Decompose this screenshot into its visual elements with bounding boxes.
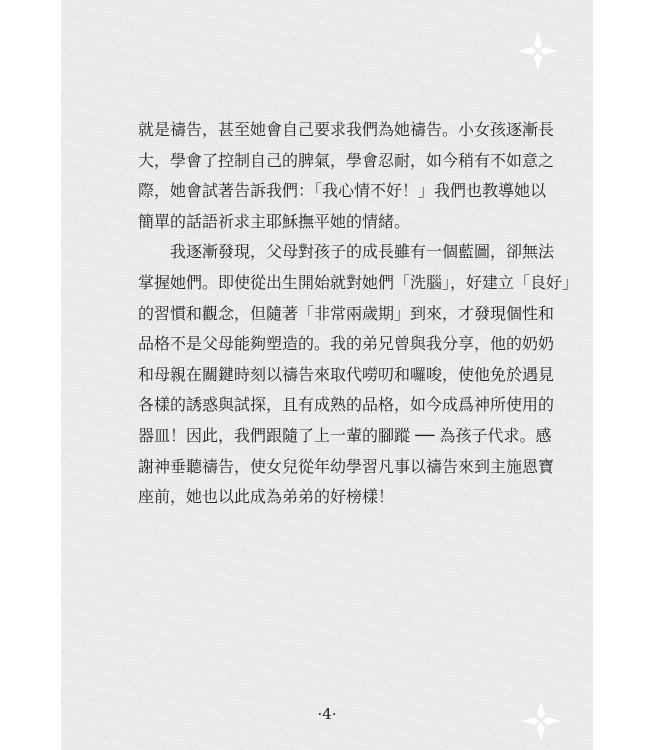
text-line: 大，學會了控制自己的脾氣，學會忍耐，如今稍有不如意之 — [138, 150, 555, 170]
text-line: 掌握她們。即使從出生開始就對她們「洗腦」，好建立「良好」 — [138, 272, 579, 292]
text-line: 簡單的話語祈求主耶穌撫平她的情緒。 — [138, 211, 411, 231]
book-page — [61, 0, 593, 750]
text-line: 我逐漸發現，父母對孩子的成長雖有一個藍圖，卻無法 — [170, 242, 555, 262]
page-number: ·4· — [317, 705, 337, 723]
text-line: 器皿！因此，我們跟隨了上一輩的腳蹤 ── 為孩子代求。感 — [138, 425, 552, 445]
text-line: 座前，她也以此成為弟弟的好榜樣！ — [138, 487, 395, 507]
text-line: 的習慣和觀念，但隨著「非常兩歲期」到來，才發現個性和 — [138, 303, 555, 323]
paragraph-1 — [138, 115, 555, 237]
cross-ornament-icon — [518, 698, 564, 744]
cross-ornament-icon — [515, 28, 561, 74]
text-line: 際，她會試著告訴我們：「我心情不好！」我們也教導她以 — [138, 181, 547, 201]
body-text — [138, 115, 579, 513]
text-line: 謝神垂聽禱告，使女兒從年幼學習凡事以禱告來到主施恩寶 — [138, 456, 555, 476]
paragraph-2 — [138, 237, 579, 512]
text-line: 就是禱告，甚至她會自己要求我們為她禱告。小女孩逐漸長 — [138, 120, 555, 139]
text-line: 各樣的誘惑與試探，且有成熟的品格，如今成爲神所使用的 — [138, 395, 555, 415]
text-line: 和母親在關鍵時刻以禱告來取代嘮叨和囉唆，使他免於遇見 — [138, 364, 555, 384]
text-line: 品格不是父母能夠塑造的。我的弟兄曾與我分享，他的奶奶 — [138, 334, 555, 354]
